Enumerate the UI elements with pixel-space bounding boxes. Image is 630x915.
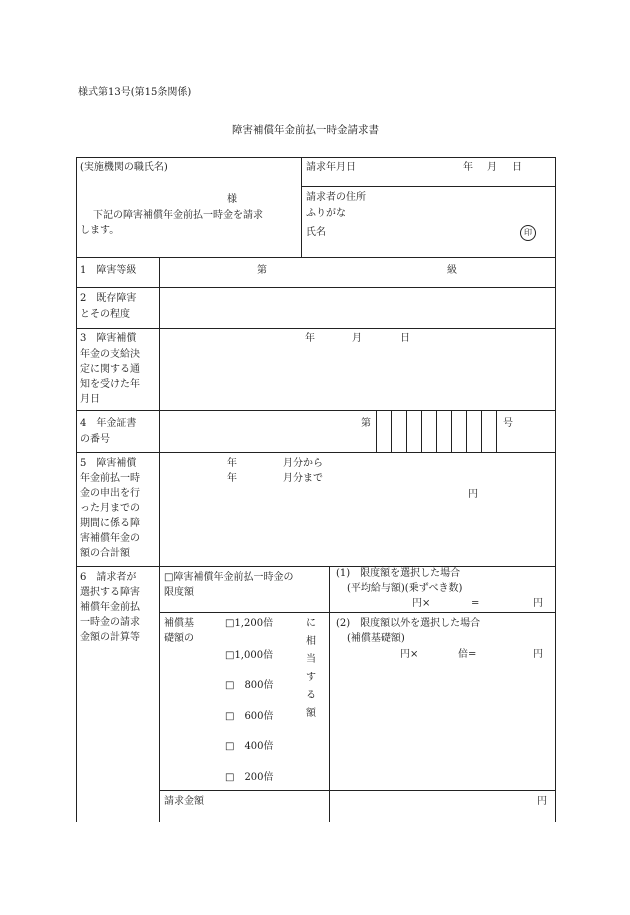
furigana-label: ふりがな <box>306 208 346 219</box>
row6-label-4: 一時金の請求 <box>80 617 140 628</box>
request-text-2: します。 <box>80 225 120 236</box>
row5-from: 月分から <box>283 458 323 469</box>
row6-label-3: 補償年金前払 <box>80 602 140 613</box>
option-1200-checkbox[interactable]: □1,200倍 <box>225 618 274 629</box>
row5-label-3: 金の申出を行 <box>80 488 140 499</box>
seal-mark: 印 <box>520 225 536 241</box>
request-text-1: 下記の障害補償年金前払一時金を請求 <box>93 210 263 221</box>
table-border-left <box>76 157 77 822</box>
row3-label-3: 定に関する通 <box>80 364 140 375</box>
row-divider-2 <box>76 287 555 288</box>
equiv-char-5: る <box>306 690 316 701</box>
limit-option-label: 限度額 <box>164 587 194 598</box>
org-label: (実施機関の職氏名) <box>80 162 168 173</box>
row2-label-2: とその程度 <box>80 309 130 320</box>
cert-dai: 第 <box>361 418 371 429</box>
date-day: 日 <box>512 162 522 173</box>
option-800-checkbox[interactable]: □ 800倍 <box>225 680 274 691</box>
row6-label-1: 6 請求者が <box>80 572 137 583</box>
row1-label: 1 障害等級 <box>80 265 137 276</box>
case1-yen: 円× <box>412 598 431 609</box>
row5-to: 月分まで <box>283 473 323 484</box>
option-1000-checkbox[interactable]: □1,000倍 <box>225 650 274 661</box>
label-column-line <box>159 257 160 822</box>
case2-sub: (補償基礎額) <box>347 633 405 644</box>
date-year: 年 <box>463 162 473 173</box>
row5-label-5: 期間に係る障 <box>80 518 140 529</box>
row5-yen: 円 <box>468 489 478 500</box>
header-divider <box>301 186 555 187</box>
row3-label-4: 知を受けた年 <box>80 379 140 390</box>
row3-month: 月 <box>352 333 362 344</box>
row3-year: 年 <box>305 333 315 344</box>
row-divider-1 <box>76 257 555 258</box>
case2-yen2: 円 <box>533 649 543 660</box>
row-divider-3 <box>76 328 555 329</box>
row-divider-6 <box>76 566 555 567</box>
case1-sub: (平均給与額)(乗ずべき数) <box>347 583 463 594</box>
row-divider-5 <box>76 452 555 453</box>
row5-label-7: 額の合計額 <box>80 548 130 559</box>
address-label: 請求者の住所 <box>306 192 366 203</box>
row5-year-2: 年 <box>227 473 237 484</box>
table-border-right <box>555 157 556 822</box>
page-title: 障害補償年金前払一時金請求書 <box>232 124 379 136</box>
row5-label-2: 年金前払一時 <box>80 473 140 484</box>
claim-yen: 円 <box>537 796 547 807</box>
option-200-checkbox[interactable]: □ 200倍 <box>225 772 274 783</box>
case2-bai: 倍= <box>458 649 477 660</box>
table-border-top <box>76 157 555 158</box>
case2-title: (2) 限度額以外を選択した場合 <box>336 618 481 629</box>
row3-label-1: 3 障害補償 <box>80 333 137 344</box>
base-label-1: 補償基 <box>164 618 194 629</box>
row6-divider-b <box>159 790 555 791</box>
row6-divider-a <box>159 612 555 613</box>
equiv-char-2: 相 <box>306 636 316 647</box>
option-400-checkbox[interactable]: □ 400倍 <box>225 741 274 752</box>
sama-label: 様 <box>227 194 237 205</box>
grade-dai: 第 <box>257 265 267 276</box>
cert-go: 号 <box>503 418 513 429</box>
base-label-2: 礎額の <box>164 633 194 644</box>
row4-label-2: の番号 <box>80 434 110 445</box>
date-month: 月 <box>487 162 497 173</box>
header-vertical <box>301 157 302 257</box>
equiv-char-4: す <box>306 672 316 683</box>
row5-year-1: 年 <box>227 458 237 469</box>
row3-day: 日 <box>400 333 410 344</box>
form-number: 様式第13号(第15条関係) <box>78 87 192 98</box>
row2-label-1: 2 既存障害 <box>80 293 137 304</box>
row6-label-2: 選択する障害 <box>80 587 140 598</box>
row6-label-5: 金額の計算等 <box>80 632 140 643</box>
name-label: 氏名 <box>306 227 326 238</box>
row5-label-6: 害補償年金の <box>80 533 140 544</box>
grade-kyu: 級 <box>447 265 457 276</box>
row5-label-1: 5 障害補償 <box>80 458 137 469</box>
equiv-char-3: 当 <box>306 654 316 665</box>
row3-label-2: 年金の支給決 <box>80 349 140 360</box>
claim-label: 請求金額 <box>164 796 204 807</box>
date-label: 請求年月日 <box>306 162 356 173</box>
option-600-checkbox[interactable]: □ 600倍 <box>225 711 274 722</box>
row-divider-4 <box>76 410 555 411</box>
case1-eq: = <box>471 598 480 609</box>
row3-label-5: 月日 <box>80 394 100 405</box>
row4-label-1: 4 年金証書 <box>80 418 137 429</box>
row6-vertical <box>329 566 330 822</box>
equiv-char-1: に <box>306 618 316 629</box>
row5-label-4: った月までの <box>80 503 140 514</box>
case1-title: (1) 限度額を選択した場合 <box>336 568 461 579</box>
limit-option-checkbox[interactable]: □障害補償年金前払一時金の <box>164 572 294 583</box>
case1-yen2: 円 <box>533 598 543 609</box>
case2-yen: 円× <box>400 649 419 660</box>
equiv-char-6: 額 <box>306 708 316 719</box>
